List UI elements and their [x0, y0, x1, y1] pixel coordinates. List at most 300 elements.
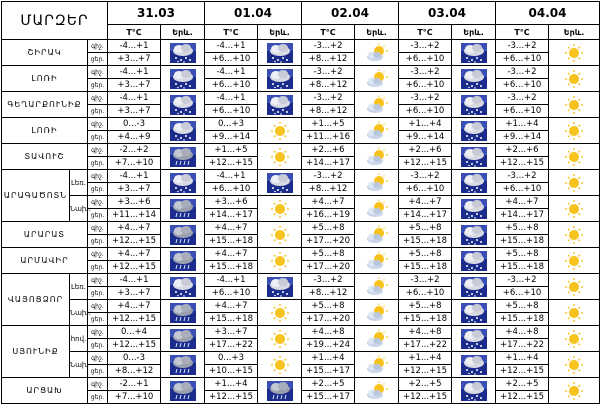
temp-column-header: T°C	[496, 25, 549, 40]
night-temp: -3...+2	[496, 92, 549, 105]
weather-icon-cell	[452, 144, 496, 170]
day-temp: +14...+17	[496, 209, 549, 222]
weather-icon-cell	[258, 378, 302, 404]
day-temp: +3...+7	[108, 183, 161, 196]
day-temp: +12...+15	[205, 391, 258, 404]
snow-cloud-icon	[461, 302, 487, 321]
night-temp: +4...+7	[108, 300, 161, 313]
night-temp: +4...+7	[108, 248, 161, 261]
night-temp: -4...+1	[205, 170, 258, 183]
night-temp: +4...+8	[399, 326, 452, 339]
day-temp: +14...+17	[205, 209, 258, 222]
cloud-sun-icon	[364, 94, 390, 113]
night-temp: +4...+7	[302, 196, 355, 209]
night-label: գիշ.	[88, 92, 108, 105]
day-temp: +15...+18	[496, 235, 549, 248]
day-temp: +6...+10	[205, 53, 258, 66]
day-temp: +12...+15	[108, 261, 161, 274]
night-temp: -3...+2	[496, 66, 549, 79]
date-header: 01.04	[205, 2, 302, 25]
cloud-sun-icon	[364, 172, 390, 191]
day-label: ցեր.	[88, 339, 108, 352]
sun-icon	[561, 94, 587, 113]
day-temp: +6...+10	[496, 79, 549, 92]
sun-icon	[561, 68, 587, 87]
subregion-label: Նախ.	[70, 196, 88, 222]
night-label: գիշ.	[88, 196, 108, 209]
weather-icon-cell	[258, 40, 302, 66]
night-temp: 0...+4	[108, 326, 161, 339]
subregion-label: Լեռ.	[70, 170, 88, 196]
weather-icon-cell	[452, 274, 496, 300]
snow-cloud-icon	[170, 68, 196, 87]
night-temp: +5...+8	[399, 222, 452, 235]
weather-icon-cell	[258, 144, 302, 170]
weather-icon-cell	[161, 144, 205, 170]
table-row	[2, 92, 600, 105]
date-header: 03.04	[399, 2, 496, 25]
weather-icon-cell	[355, 92, 399, 118]
day-temp: +6...+10	[205, 105, 258, 118]
day-temp: +15...+17	[302, 391, 355, 404]
weather-icon-cell	[161, 66, 205, 92]
day-temp: +12...+15	[399, 157, 452, 170]
night-temp: -3...+2	[399, 66, 452, 79]
day-temp: +8...+12	[302, 105, 355, 118]
day-temp: +15...+18	[399, 235, 452, 248]
night-temp: +2...+5	[496, 378, 549, 391]
night-temp: +5...+8	[496, 248, 549, 261]
forecast-table	[1, 1, 600, 404]
rain-cloud-icon	[170, 354, 196, 373]
night-temp: +4...+8	[496, 326, 549, 339]
cloud-sun-icon	[364, 42, 390, 61]
temp-column-header: T°C	[108, 25, 161, 40]
night-temp: +5...+8	[399, 248, 452, 261]
weather-icon-cell	[258, 196, 302, 222]
date-header: 04.04	[496, 2, 600, 25]
night-temp: -3...+2	[496, 170, 549, 183]
day-temp: +14...+17	[399, 209, 452, 222]
cloud-sun-icon	[364, 328, 390, 347]
weather-icon-cell	[452, 222, 496, 248]
weather-icon-cell	[161, 222, 205, 248]
night-temp: +5...+8	[496, 222, 549, 235]
night-temp: -3...+2	[302, 274, 355, 287]
weather-icon-cell	[549, 326, 600, 352]
icon-column-header: Երև.	[452, 25, 496, 40]
sun-icon	[561, 172, 587, 191]
weather-icon-cell	[161, 170, 205, 196]
weather-icon-cell	[549, 170, 600, 196]
night-label: գիշ.	[88, 118, 108, 131]
sun-icon	[561, 120, 587, 139]
night-temp: -2...+2	[108, 144, 161, 157]
night-temp: -4...+1	[205, 66, 258, 79]
snow-cloud-icon	[461, 94, 487, 113]
sun-icon	[561, 276, 587, 295]
day-temp: +15...+18	[205, 313, 258, 326]
day-temp: +17...+22	[399, 339, 452, 352]
snow-cloud-icon	[461, 68, 487, 87]
day-temp: +7...+10	[108, 391, 161, 404]
night-temp: +3...+6	[205, 196, 258, 209]
night-temp: +4...+7	[108, 222, 161, 235]
night-temp: -4...+1	[108, 170, 161, 183]
day-temp: +6...+10	[399, 53, 452, 66]
weather-icon-cell	[355, 144, 399, 170]
sun-icon	[561, 224, 587, 243]
weather-icon-cell	[549, 66, 600, 92]
weather-icon-cell	[452, 170, 496, 196]
weather-icon-cell	[549, 274, 600, 300]
cloud-sun-icon	[364, 120, 390, 139]
day-label: ցեր.	[88, 157, 108, 170]
night-temp: +2...+6	[496, 144, 549, 157]
night-temp: +3...+7	[205, 326, 258, 339]
table-row	[2, 118, 600, 131]
weather-icon-cell	[549, 196, 600, 222]
day-temp: +15...+18	[399, 313, 452, 326]
weather-icon-cell	[355, 170, 399, 196]
night-label: գիշ.	[88, 300, 108, 313]
region-name: ՇԻՐԱԿ	[2, 40, 88, 66]
night-temp: +4...+8	[302, 326, 355, 339]
day-temp: +8...+12	[302, 183, 355, 196]
weather-icon-cell	[355, 378, 399, 404]
sun-icon	[267, 146, 293, 165]
night-temp: +5...+8	[302, 300, 355, 313]
day-temp: +15...+18	[205, 261, 258, 274]
night-temp: +1...+4	[496, 352, 549, 365]
day-temp: +12...+15	[108, 313, 161, 326]
night-temp: -4...+1	[205, 40, 258, 53]
weather-icon-cell	[549, 248, 600, 274]
day-label: ցեր.	[88, 183, 108, 196]
day-label: ցեր.	[88, 235, 108, 248]
weather-icon-cell	[549, 144, 600, 170]
cloud-sun-icon	[364, 250, 390, 269]
cloud-sun-icon	[364, 146, 390, 165]
weather-icon-cell	[258, 248, 302, 274]
snow-cloud-icon	[461, 354, 487, 373]
night-label: գիշ.	[88, 66, 108, 79]
rain-cloud-icon	[170, 224, 196, 243]
day-label: ցեր.	[88, 79, 108, 92]
night-temp: +4...+7	[399, 196, 452, 209]
night-temp: 0...-3	[108, 118, 161, 131]
rain-cloud-icon	[267, 380, 293, 399]
night-temp: -4...+1	[108, 274, 161, 287]
cloud-sun-icon	[364, 68, 390, 87]
weather-icon-cell	[161, 118, 205, 144]
sun-icon	[561, 198, 587, 217]
icon-column-header: Երև.	[258, 25, 302, 40]
snow-cloud-icon	[461, 250, 487, 269]
snow-cloud-icon	[267, 68, 293, 87]
day-label: ցեր.	[88, 391, 108, 404]
day-temp: +6...+10	[496, 53, 549, 66]
night-temp: -3...+2	[399, 274, 452, 287]
weather-icon-cell	[258, 222, 302, 248]
day-temp: +6...+10	[399, 79, 452, 92]
region-name: ԱՐՄԱՎԻՐ	[2, 248, 88, 274]
region-name: ԱՐԱԳԱԾՈՏՆ	[2, 170, 70, 222]
snow-cloud-icon	[461, 172, 487, 191]
sun-icon	[561, 42, 587, 61]
sun-icon	[267, 250, 293, 269]
night-temp: +1...+4	[399, 352, 452, 365]
weather-icon-cell	[452, 118, 496, 144]
night-temp: -3...+2	[399, 170, 452, 183]
night-label: գիշ.	[88, 274, 108, 287]
night-temp: +1...+4	[205, 378, 258, 391]
day-temp: +12...+15	[108, 339, 161, 352]
weather-icon-cell	[452, 196, 496, 222]
weather-icon-cell	[161, 92, 205, 118]
day-temp: +6...+10	[399, 183, 452, 196]
snow-cloud-icon	[461, 276, 487, 295]
weather-icon-cell	[161, 378, 205, 404]
weather-icon-cell	[258, 92, 302, 118]
weather-icon-cell	[452, 66, 496, 92]
region-name: ԳԵՂԱՐՔՈՒՆԻՔ	[2, 92, 88, 118]
weather-icon-cell	[549, 352, 600, 378]
temp-column-header: T°C	[302, 25, 355, 40]
weather-icon-cell	[161, 274, 205, 300]
night-temp: +2...+6	[302, 144, 355, 157]
sun-icon	[267, 328, 293, 347]
weather-icon-cell	[161, 196, 205, 222]
sun-icon	[267, 302, 293, 321]
temp-column-header: T°C	[399, 25, 452, 40]
snow-cloud-icon	[170, 276, 196, 295]
day-temp: +7...+10	[108, 157, 161, 170]
snow-cloud-icon	[170, 94, 196, 113]
day-temp: +14...+17	[302, 157, 355, 170]
night-temp: +5...+8	[399, 300, 452, 313]
day-temp: +12...+15	[496, 157, 549, 170]
snow-cloud-icon	[267, 172, 293, 191]
night-temp: -2...+1	[108, 378, 161, 391]
night-temp: -3...+2	[496, 274, 549, 287]
day-temp: +9...+14	[496, 131, 549, 144]
day-temp: +15...+18	[496, 261, 549, 274]
weather-icon-cell	[355, 40, 399, 66]
day-temp: +10...+15	[205, 365, 258, 378]
day-temp: +12...+15	[496, 391, 549, 404]
weather-icon-cell	[452, 352, 496, 378]
night-label: գիշ.	[88, 248, 108, 261]
icon-column-header: Երև.	[355, 25, 399, 40]
weather-icon-cell	[161, 352, 205, 378]
weather-icon-cell	[355, 196, 399, 222]
day-temp: +6...+10	[496, 105, 549, 118]
day-label: ցեր.	[88, 365, 108, 378]
day-temp: +12...+15	[108, 235, 161, 248]
night-label: գիշ.	[88, 40, 108, 53]
night-temp: +1...+5	[205, 144, 258, 157]
day-temp: +6...+10	[496, 287, 549, 300]
subregion-label: Նախ.	[70, 300, 88, 326]
table-row	[2, 352, 600, 365]
cloud-sun-icon	[364, 380, 390, 399]
day-temp: +11...+14	[108, 209, 161, 222]
day-label: ցեր.	[88, 131, 108, 144]
table-title: ՄԱՐԶԵՐ	[2, 2, 108, 40]
day-label: ցեր.	[88, 53, 108, 66]
weather-icon-cell	[355, 326, 399, 352]
weather-icon-cell	[355, 222, 399, 248]
snow-cloud-icon	[461, 380, 487, 399]
day-temp: +6...+10	[399, 105, 452, 118]
night-temp: +4...+7	[205, 248, 258, 261]
night-temp: +4...+7	[496, 196, 549, 209]
region-name: ԱՐԱՐԱՏ	[2, 222, 88, 248]
sun-icon	[267, 354, 293, 373]
night-label: գիշ.	[88, 378, 108, 391]
night-temp: +3...+6	[108, 196, 161, 209]
weather-icon-cell	[161, 300, 205, 326]
weather-icon-cell	[258, 66, 302, 92]
day-temp: +17...+22	[496, 339, 549, 352]
day-temp: +17...+20	[302, 235, 355, 248]
weather-icon-cell	[161, 248, 205, 274]
cloud-sun-icon	[364, 276, 390, 295]
sun-icon	[561, 328, 587, 347]
snow-cloud-icon	[267, 94, 293, 113]
sun-icon	[561, 146, 587, 165]
day-temp: +6...+10	[205, 183, 258, 196]
table-row	[2, 196, 600, 209]
rain-cloud-icon	[170, 328, 196, 347]
cloud-sun-icon	[364, 198, 390, 217]
weather-icon-cell	[258, 352, 302, 378]
region-name: ԼՈՌԻ	[2, 66, 88, 92]
night-temp: +1...+4	[399, 118, 452, 131]
cloud-sun-icon	[364, 302, 390, 321]
weather-icon-cell	[355, 274, 399, 300]
weather-icon-cell	[258, 300, 302, 326]
weather-icon-cell	[549, 378, 600, 404]
table-row	[2, 378, 600, 391]
night-temp: +5...+8	[302, 222, 355, 235]
night-temp: +2...+5	[399, 378, 452, 391]
day-temp: +3...+7	[108, 287, 161, 300]
day-label: ցեր.	[88, 209, 108, 222]
day-temp: +9...+14	[205, 131, 258, 144]
table-row	[2, 66, 600, 79]
day-label: ցեր.	[88, 105, 108, 118]
night-temp: 0...+3	[205, 118, 258, 131]
day-temp: +12...+15	[399, 365, 452, 378]
weather-icon-cell	[452, 92, 496, 118]
day-temp: +8...+12	[302, 79, 355, 92]
day-temp: +11...+16	[302, 131, 355, 144]
day-temp: +6...+10	[496, 183, 549, 196]
rain-cloud-icon	[170, 380, 196, 399]
weather-icon-cell	[452, 40, 496, 66]
rain-cloud-icon	[170, 302, 196, 321]
day-temp: +15...+17	[302, 365, 355, 378]
night-temp: -3...+2	[399, 40, 452, 53]
day-temp: +16...+19	[302, 209, 355, 222]
weather-icon-cell	[452, 248, 496, 274]
night-label: գիշ.	[88, 326, 108, 339]
day-temp: +9...+14	[399, 131, 452, 144]
day-temp: +17...+20	[302, 261, 355, 274]
subregion-label: Լեռ.	[70, 274, 88, 300]
snow-cloud-icon	[461, 198, 487, 217]
subregion-label: հով.	[70, 326, 88, 352]
night-temp: -3...+2	[302, 170, 355, 183]
sun-icon	[561, 250, 587, 269]
sun-icon	[267, 120, 293, 139]
table-row	[2, 248, 600, 261]
weather-icon-cell	[355, 248, 399, 274]
day-temp: +8...+12	[302, 287, 355, 300]
weather-icon-cell	[549, 92, 600, 118]
weather-icon-cell	[355, 352, 399, 378]
weather-icon-cell	[258, 170, 302, 196]
day-label: ցեր.	[88, 313, 108, 326]
night-temp: -3...+2	[496, 40, 549, 53]
date-header: 31.03	[108, 2, 205, 25]
night-label: գիշ.	[88, 144, 108, 157]
night-temp: -4...+1	[108, 40, 161, 53]
night-temp: -4...+1	[205, 92, 258, 105]
weather-icon-cell	[452, 378, 496, 404]
night-temp: 0...-3	[108, 352, 161, 365]
weather-icon-cell	[161, 326, 205, 352]
table-row	[2, 40, 600, 53]
night-temp: +1...+4	[496, 118, 549, 131]
table-row	[2, 300, 600, 313]
night-temp: +4...+7	[205, 300, 258, 313]
snow-cloud-icon	[170, 120, 196, 139]
night-temp: -4...+1	[108, 92, 161, 105]
snow-cloud-icon	[170, 172, 196, 191]
temp-column-header: T°C	[205, 25, 258, 40]
day-temp: +8...+12	[108, 365, 161, 378]
date-header: 02.04	[302, 2, 399, 25]
snow-cloud-icon	[461, 120, 487, 139]
weather-icon-cell	[355, 66, 399, 92]
day-temp: +12...+15	[205, 157, 258, 170]
day-temp: +3...+7	[108, 105, 161, 118]
weather-icon-cell	[549, 222, 600, 248]
weather-icon-cell	[258, 274, 302, 300]
night-temp: 0...+3	[205, 352, 258, 365]
weather-icon-cell	[549, 40, 600, 66]
day-temp: +6...+10	[399, 287, 452, 300]
night-label: գիշ.	[88, 170, 108, 183]
weather-icon-cell	[549, 300, 600, 326]
table-row	[2, 274, 600, 287]
region-name: ՎԱՅՈՑՁՈՐ	[2, 274, 70, 326]
day-temp: +12...+15	[496, 365, 549, 378]
rain-cloud-icon	[170, 250, 196, 269]
snow-cloud-icon	[461, 328, 487, 347]
sun-icon	[561, 354, 587, 373]
day-label: ցեր.	[88, 287, 108, 300]
icon-column-header: Երև.	[549, 25, 600, 40]
night-label: գիշ.	[88, 222, 108, 235]
snow-cloud-icon	[267, 276, 293, 295]
subregion-label: Նախ	[70, 352, 88, 378]
region-name: ԱՐՑԱԽ	[2, 378, 88, 404]
night-temp: +1...+4	[302, 352, 355, 365]
